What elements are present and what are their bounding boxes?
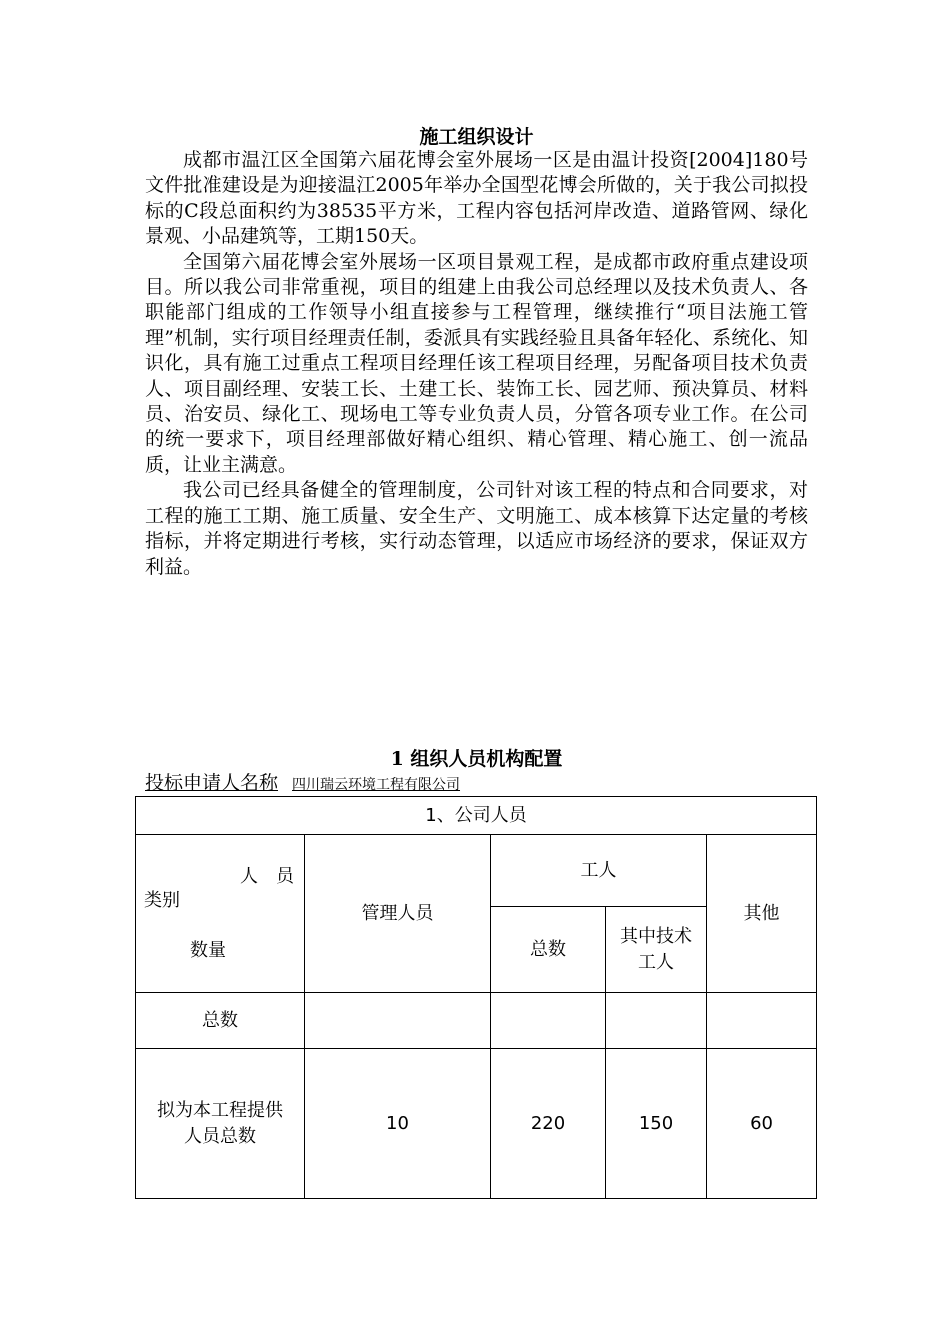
applicant-value: 四川瑞云环境工程有限公司 (292, 777, 461, 793)
header-workers: 工人 (491, 835, 707, 907)
cell-total (491, 993, 606, 1049)
cell-other: 60 (707, 1049, 817, 1199)
table-row (136, 993, 817, 1049)
cell-total: 220 (491, 1049, 606, 1199)
header-workers-total: 总数 (491, 907, 606, 993)
diag-bottom-label: 数量 (190, 939, 226, 961)
table-heading: 1、公司人员 (136, 797, 817, 835)
row-label: 拟为本工程提供人员总数 (136, 1049, 305, 1199)
staff-table (135, 796, 817, 1199)
body-paragraph-2: 全国第六届花博会室外展场一区项目景观工程，是成都市政府重点建设项目。所以我公司非常重视，项目的组建上由我公司总经理以及技术负责人、各职能部门组成的工作领导小组直接参与工程管理，继续推行“项目法施工管理”机制，实行项目经理责任制，委派具有实践经验且具备年轻化、系统化、知识化，具有施工过重点工程项目经理任该工程项目经理，另配备项目技术负责人、项目副经理、安装工长、土建工长、装饰工长、园艺师、预决算员、材料员、治安员、绿化工、现场电工等专业负责人员，分管各项专业工作。在公司的统一要求下，项目经理部做好精心组织、精心管理、精心施工、创一流品质，让业主满意。 (145, 250, 808, 476)
row-label: 总数 (136, 993, 305, 1049)
section-title: 1 组织人员机构配置 (390, 748, 563, 770)
applicant-label: 投标申请人名称 (145, 772, 279, 794)
diagonal-header-cell (136, 835, 312, 993)
header-other: 其他 (707, 835, 817, 993)
table-heading-row (136, 797, 817, 835)
table-row (136, 1049, 817, 1199)
cell-technical (606, 993, 707, 1049)
cell-other (707, 993, 817, 1049)
body-paragraph-1: 成都市温江区全国第六届花博会室外展场一区是由温计投资[2004]180号文件批准建设是为迎接温江2005年举办全国型花博会所做的，关于我公司拟投标的C段总面积约为38535平方米，工程内容包括河岸改造、道路管网、绿化景观、小品建筑等，工期150天。 (145, 149, 808, 248)
cell-management: 10 (305, 1049, 491, 1199)
header-technical-workers: 其中技术工人 (606, 907, 707, 993)
document-title: 施工组织设计 (419, 126, 534, 148)
applicant-line (145, 771, 825, 797)
diag-mid-label: 类别 (144, 889, 180, 911)
header-management: 管理人员 (305, 835, 491, 993)
table-header-row (136, 835, 817, 907)
document-body (145, 148, 808, 580)
diag-top-label: 人员 (240, 865, 312, 887)
cell-management (305, 993, 491, 1049)
body-paragraph-3: 我公司已经具备健全的管理制度，公司针对该工程的特点和合同要求，对工程的施工工期、施工质量、安全生产、文明施工、成本核算下达定量的考核指标，并将定期进行考核，实行动态管理，以适应市场经济的要求，保证双方利益。 (145, 479, 808, 578)
cell-technical: 150 (606, 1049, 707, 1199)
